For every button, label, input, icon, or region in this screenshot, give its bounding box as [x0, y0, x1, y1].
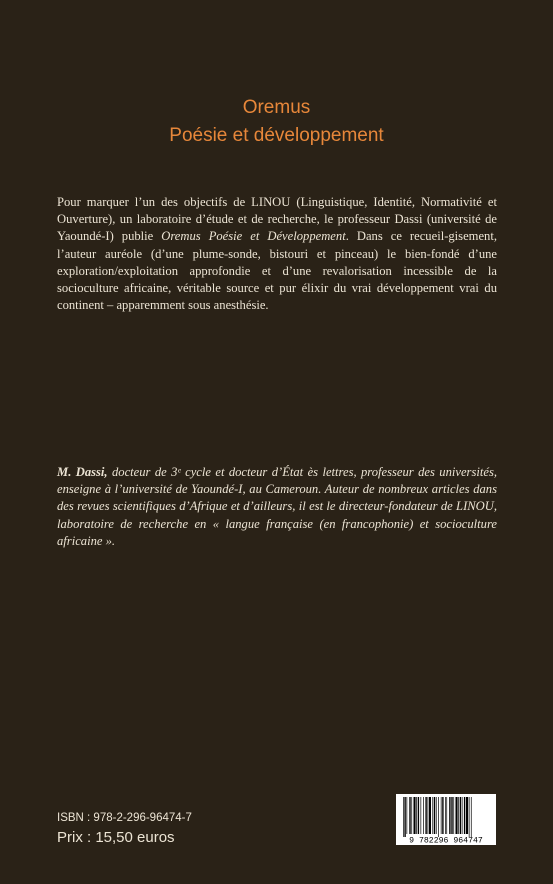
barcode-bar: [404, 797, 405, 837]
barcode-bar: [464, 797, 465, 834]
barcode-bar: [451, 797, 452, 834]
barcode-bar: [460, 797, 461, 834]
barcode-bar: [438, 797, 439, 837]
barcode-bar: [471, 797, 472, 837]
author-bio-text: docteur de 3ᵉ cycle et docteur d’État ès lettres, professeur des universités, enseigne à l’université de Yaoundé-I, au Cameroun. Auteur de nombreux articles dans des revues scientifiques d’Afrique et d’ailleurs, il est le directeur-fondateur de LINOU, laboratoire de recherche en « langue française (en francophonie) et socioculture africaine ».: [57, 465, 497, 548]
barcode-bar: [458, 797, 459, 834]
description-text-2: . Dans ce recueil-gisement, l’auteur auréole (d’une plume-sonde, bistouri et pinceau) le bien-fondé d’une exploration/exploitation approfondie et d’une revalorisation incessible de la socioculture africaine, véritable source et pur élixir du vrai développement vrai du continent – apparemment sous anesthésie.: [57, 229, 497, 313]
barcode-bar: [421, 797, 422, 834]
barcode-bar: [407, 797, 408, 834]
author-bio: [57, 464, 497, 550]
isbn-barcode: [396, 794, 496, 845]
barcode-bar: [449, 797, 450, 834]
barcode-bar: [425, 797, 426, 834]
barcode-graphic: [396, 794, 496, 845]
barcode-bar: [403, 797, 404, 837]
book-description: [57, 194, 497, 314]
barcode-bar: [462, 797, 463, 834]
barcode-bar: [432, 797, 433, 834]
book-title: Oremus: [242, 97, 311, 118]
barcode-bar: [441, 797, 442, 834]
barcode-digits: 9 782296 964747: [409, 836, 483, 845]
barcode-bar: [469, 797, 470, 837]
book-subtitle: Poésie et développement: [169, 125, 384, 146]
barcode-bar: [436, 797, 437, 834]
barcode-bar: [418, 797, 419, 834]
barcode-bar: [429, 797, 431, 834]
barcode-bar: [423, 797, 424, 834]
isbn-label: ISBN : 978-2-296-96474-7: [57, 812, 192, 824]
barcode-bar: [456, 797, 458, 834]
author-name: M. Dassi,: [57, 465, 108, 479]
description-text-1: Pour marquer l’un des objectifs de LINOU (Linguistique, Identité, Normativité et Ouverture), un laboratoire d’étude et de recherche, le professeur Dassi (université de Yaoundé-I) publie: [57, 195, 497, 244]
barcode-bar: [446, 797, 447, 834]
barcode-bar: [434, 797, 435, 834]
barcode-bar: [445, 797, 446, 834]
barcode-bar: [414, 797, 416, 834]
barcode-bar: [466, 797, 468, 834]
barcode-bar: [442, 797, 443, 834]
barcode-bar: [428, 797, 429, 834]
barcode-bar: [416, 797, 417, 834]
description-book-title: Oremus Poésie et Développement: [161, 229, 346, 244]
price-label: Prix : 15,50 euros: [57, 829, 175, 846]
barcode-bar: [453, 797, 454, 834]
barcode-bar: [411, 797, 412, 834]
barcode-bar: [409, 797, 410, 834]
